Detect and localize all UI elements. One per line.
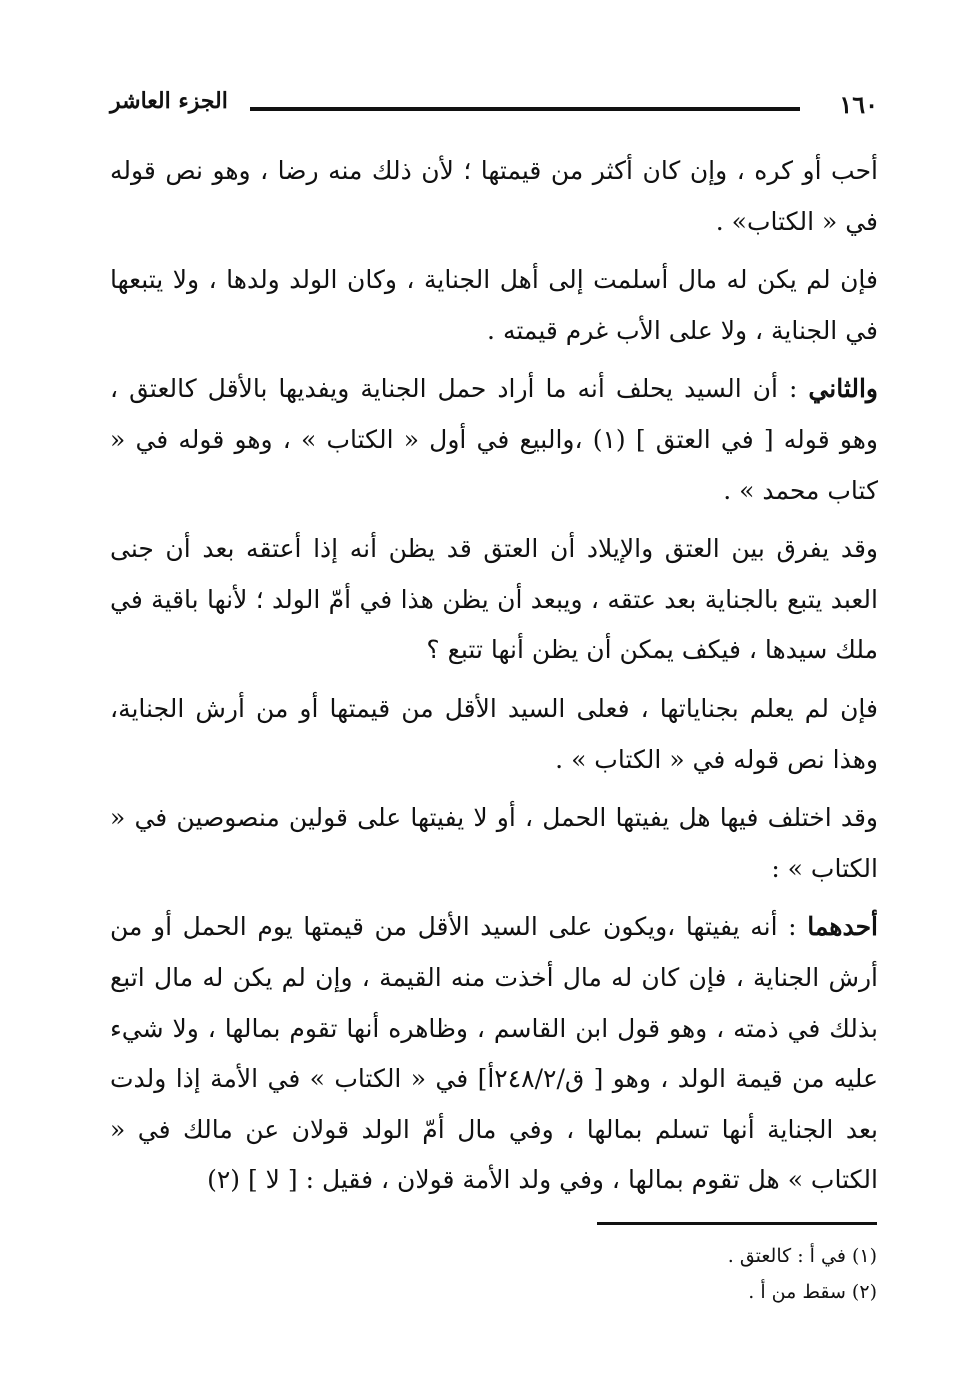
paragraph bbox=[110, 684, 878, 785]
paragraph bbox=[110, 364, 878, 516]
body-text bbox=[110, 146, 878, 1214]
running-title: الجزء العاشر bbox=[110, 88, 228, 114]
footnotes bbox=[377, 1238, 877, 1310]
paragraph-text: وقد اختلف فيها هل يفيتها الحمل ، أو لا يفيتها على قولين منصوصين في « الكتاب » : bbox=[110, 803, 878, 883]
paragraph bbox=[110, 255, 878, 356]
page-header bbox=[110, 88, 878, 128]
paragraph-text: : أن السيد يحلف أنه ما أراد حمل الجناية ويفديها بالأقل كالعتق ، وهو قوله [ في العتق ] (١) ،والبيع في أول « الكتاب » ، وهو قوله في « كتاب محمد » . bbox=[110, 374, 878, 505]
paragraph-lead-word: أحدهما bbox=[807, 912, 878, 942]
footnote-rule bbox=[597, 1222, 877, 1225]
paragraph-text: فإن لم يعلم بجناياتها ، فعلى السيد الأقل من قيمتها أو من أرش الجناية، وهذا نص قوله في « الكتاب » . bbox=[110, 693, 878, 774]
paragraph bbox=[110, 146, 878, 247]
paragraph bbox=[110, 902, 878, 1206]
paragraph bbox=[110, 793, 878, 894]
paragraph-text: فإن لم يكن له مال أسلمت إلى أهل الجناية ، وكان الولد ولدها ، ولا يتبعها في الجناية ، ولا على الأب غرم قيمته . bbox=[110, 265, 878, 345]
footnote: (١) في أ : كالعتق . bbox=[727, 1245, 877, 1267]
paragraph-lead-word: والثاني bbox=[808, 374, 878, 404]
paragraph bbox=[110, 524, 878, 676]
page-number: ١٦٠ bbox=[839, 90, 878, 119]
footnote: (٢) سقط من أ . bbox=[748, 1281, 877, 1303]
paragraph-text: أحب أو كره ، وإن كان أكثر من قيمتها ؛ لأن ذلك منه رضا ، وهو نص قوله في « الكتاب» . bbox=[110, 156, 878, 236]
paragraph-text: وقد يفرق بين العتق والإيلاد أن العتق قد يظن أنه إذا أعتقه بعد أن جنى العبد يتبع بالجناية بعد عتقه ، ويبعد أن يظن هذا في أمّ الولد ؛ لأنها باقية في ملك سيدها ، فيكف يمكن أن يظن أنها تتبع ؟ bbox=[110, 534, 878, 665]
paragraph-text: : أنه يفيتها ،ويكون على السيد الأقل من قيمتها يوم الحمل أو من أرش الجناية ، فإن كان له مال أخذت منه القيمة ، وإن لم يكن له مال اتبع بذلك في ذمته ، وهو قول ابن القاسم ، وظاهره أنها تقوم بمالها ، ولا شيء عليه من قيمة الولد ، وهو [ ق/٢٤٨/٢أ] في « الكتاب » في الأمة إذا ولدت بعد الجناية أنها تسلم بمالها ، وفي مال أمّ الولد قولان عن مالك في « الكتاب » هل تقوم بمالها ، وفي ولد الأمة قولان ، فقيل : [ لا ] (٢) bbox=[110, 912, 878, 1195]
header-rule bbox=[250, 107, 800, 111]
